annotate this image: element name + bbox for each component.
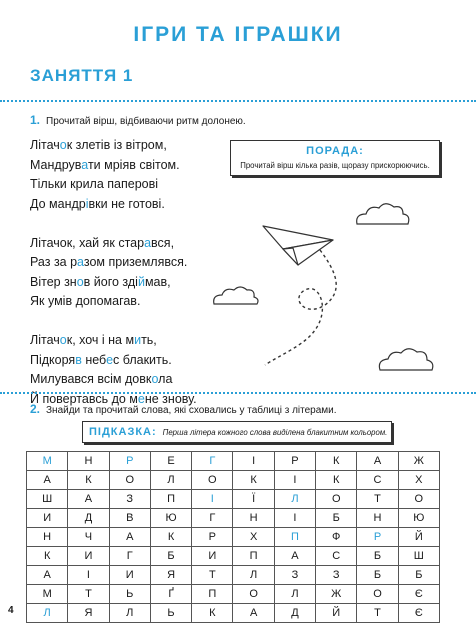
grid-cell: И (192, 547, 233, 566)
grid-row (27, 547, 440, 566)
grid-cell: Г (192, 452, 233, 471)
page-title: ІГРИ ТА ІГРАШКИ (133, 23, 343, 46)
grid-cell: К (27, 547, 68, 566)
grid-cell: Е (150, 452, 191, 471)
poem-text: До мандр (30, 196, 86, 211)
grid-cell: Ф (316, 528, 357, 547)
grid-cell: Ю (150, 509, 191, 528)
poem-text: неб (81, 352, 107, 367)
cloud-icon (357, 204, 409, 224)
grid-cell: Н (68, 452, 109, 471)
grid-cell: О (233, 585, 274, 604)
grid-row (27, 566, 440, 585)
grid-cell: Х (398, 471, 439, 490)
grid-cell: А (233, 604, 274, 623)
grid-cell: Й (398, 528, 439, 547)
cloud-icon (214, 287, 258, 304)
poem-text: не знову. (144, 391, 197, 406)
grid-cell: К (233, 471, 274, 490)
grid-cell: А (68, 490, 109, 509)
grid-cell: Б (398, 566, 439, 585)
poem-text: в його зді (83, 274, 138, 289)
grid-cell: Б (357, 566, 398, 585)
poem-line (30, 136, 197, 156)
grid-cell: Д (274, 604, 315, 623)
grid-cell: Ш (27, 490, 68, 509)
poem-line (30, 370, 197, 390)
hint-text: Перша літера кожного слова виділена блакитним кольором. (162, 427, 388, 437)
poem-text: Милувався всім довк (30, 372, 152, 386)
poem-text: Й повертавсь до м (30, 391, 138, 406)
task-1 (30, 113, 246, 127)
poem (30, 136, 197, 429)
poem-stanza (30, 331, 197, 409)
grid-row (27, 452, 440, 471)
lesson-title: ЗАНЯТТЯ 1 (30, 66, 134, 85)
grid-cell: А (27, 471, 68, 490)
grid-cell: І (192, 490, 233, 509)
grid-cell: И (68, 547, 109, 566)
advice-box (230, 140, 440, 176)
stressed-letter: е (137, 391, 145, 406)
grid-cell: Т (357, 604, 398, 623)
poem-text: Літачок, хай як стар (30, 235, 145, 250)
grid-cell: Ю (398, 509, 439, 528)
grid-cell: Й (316, 604, 357, 623)
hint-title: ПІДКАЗКА: (89, 426, 157, 438)
grid-cell: Н (357, 509, 398, 528)
advice-title: ПОРАДА: (302, 145, 368, 157)
grid-cell: О (192, 471, 233, 490)
grid-cell: Є (398, 604, 439, 623)
stressed-letter: а (77, 255, 84, 269)
grid-cell: Л (233, 566, 274, 585)
poem-text: вся, (151, 235, 175, 250)
grid-cell: Р (109, 452, 150, 471)
grid-cell: Ж (398, 452, 439, 471)
advice-text: Прочитай вірш кілька разів, щоразу прискорюючись. (240, 161, 430, 170)
grid-cell: І (68, 566, 109, 585)
grid-cell: Ш (398, 547, 439, 566)
stressed-letter: й (137, 274, 145, 289)
grid-cell: І (233, 452, 274, 471)
grid-cell: І (274, 471, 315, 490)
stressed-letter: а (81, 157, 88, 172)
grid-cell: Б (316, 509, 357, 528)
grid-cell: М (27, 452, 68, 471)
grid-cell: Я (68, 604, 109, 623)
poem-line (30, 195, 197, 215)
grid-cell: К (316, 452, 357, 471)
grid-cell: І (274, 509, 315, 528)
grid-cell: П (150, 490, 191, 509)
poem-line (30, 273, 197, 293)
grid-cell: О (316, 490, 357, 509)
grid-cell: Н (233, 509, 274, 528)
grid-cell: П (233, 547, 274, 566)
section-divider (0, 392, 476, 394)
grid-cell: З (109, 490, 150, 509)
grid-cell: С (357, 471, 398, 490)
grid-cell: Т (192, 566, 233, 585)
task-instruction: Прочитай вірш, відбиваючи ритм долонею. (46, 116, 246, 127)
grid-cell: Х (233, 528, 274, 547)
grid-cell: И (27, 509, 68, 528)
poem-line (30, 292, 197, 312)
grid-cell: Л (274, 490, 315, 509)
stressed-letter: і (85, 196, 89, 211)
stressed-letter: и (134, 333, 142, 347)
poem-text: зом приземлявся. (83, 255, 188, 269)
poem-line (30, 351, 197, 371)
poem-stanza (30, 136, 197, 214)
grid-cell: Я (150, 566, 191, 585)
grid-cell: А (274, 547, 315, 566)
poem-line (30, 175, 197, 195)
grid-cell: М (27, 585, 68, 604)
grid-cell: П (192, 585, 233, 604)
poem-text: к, хоч і на м (66, 333, 135, 347)
grid-cell: Р (357, 528, 398, 547)
grid-cell: О (109, 471, 150, 490)
grid-cell: К (68, 471, 109, 490)
stressed-letter: о (151, 372, 159, 386)
grid-row (27, 509, 440, 528)
grid-cell: И (109, 566, 150, 585)
stressed-letter: о (59, 138, 67, 152)
grid-cell: П (274, 528, 315, 547)
grid-cell: Л (27, 604, 68, 623)
grid-cell: Л (109, 604, 150, 623)
grid-row (27, 490, 440, 509)
poem-text: Тільки крила паперові (30, 177, 159, 191)
section-divider (0, 100, 476, 102)
poem-text: Підкоря (30, 352, 76, 367)
poem-line (30, 253, 197, 273)
grid-cell: А (357, 452, 398, 471)
poem-line (30, 331, 197, 351)
poem-text: Вітер зн (30, 274, 77, 289)
grid-cell: Р (274, 452, 315, 471)
stressed-letter: о (59, 333, 67, 347)
grid-cell: Л (150, 471, 191, 490)
stressed-letter: е (106, 352, 114, 367)
poem-text: мав, (144, 274, 171, 289)
task-number: 2. (30, 402, 41, 416)
cloud-icon (379, 349, 432, 370)
grid-cell: Л (274, 585, 315, 604)
poem-text: вки не готові. (88, 196, 165, 211)
grid-cell: О (398, 490, 439, 509)
grid-cell: К (316, 471, 357, 490)
poem-text: ть, (141, 333, 157, 347)
grid-row (27, 604, 440, 623)
grid-cell: Г (192, 509, 233, 528)
grid-cell: Ї (233, 490, 274, 509)
grid-cell: З (274, 566, 315, 585)
grid-row (27, 585, 440, 604)
grid-cell: В (109, 509, 150, 528)
grid-cell: А (109, 528, 150, 547)
flight-path (265, 250, 336, 365)
grid-cell: Н (27, 528, 68, 547)
grid-cell: К (192, 604, 233, 623)
stressed-letter: о (76, 274, 84, 289)
grid-cell: Д (68, 509, 109, 528)
grid-cell: О (357, 585, 398, 604)
paper-plane-icon (263, 226, 333, 265)
grid-cell: А (27, 566, 68, 585)
letter-grid (26, 451, 440, 623)
grid-cell: Т (357, 490, 398, 509)
grid-cell: Г (109, 547, 150, 566)
page-number: 4 (8, 605, 14, 616)
grid-cell: Ч (68, 528, 109, 547)
poem-text: Мандрув (30, 157, 82, 172)
poem-text: к злетів із вітром, (66, 138, 167, 152)
task-instruction: Знайди та прочитай слова, які сховались у таблиці з літерами. (46, 405, 337, 416)
poem-text: Раз за р (30, 255, 78, 269)
poem-text: Як умів допомагав. (30, 294, 141, 308)
poem-line (30, 234, 197, 254)
poem-text: с блакить. (113, 352, 172, 367)
stressed-letter: а (144, 235, 152, 250)
hint-box (82, 421, 392, 443)
task-2 (30, 402, 337, 416)
task-number: 1. (30, 113, 41, 127)
grid-cell: Ь (109, 585, 150, 604)
grid-cell: Ґ (150, 585, 191, 604)
grid-cell: С (316, 547, 357, 566)
poem-text: Літач (30, 333, 60, 347)
poem-text: ла (158, 372, 173, 386)
grid-cell: Р (192, 528, 233, 547)
grid-cell: Б (357, 547, 398, 566)
grid-cell: Ь (150, 604, 191, 623)
grid-cell: Т (68, 585, 109, 604)
poem-text: Літач (30, 138, 60, 152)
poem-stanza (30, 234, 197, 312)
grid-cell: Ж (316, 585, 357, 604)
grid-row (27, 528, 440, 547)
stressed-letter: в (75, 352, 82, 367)
grid-cell: Є (398, 585, 439, 604)
grid-cell: З (316, 566, 357, 585)
grid-row (27, 471, 440, 490)
grid-cell: К (150, 528, 191, 547)
poem-text: ти мріяв світом. (87, 157, 180, 172)
grid-cell: Б (150, 547, 191, 566)
poem-line (30, 156, 197, 176)
